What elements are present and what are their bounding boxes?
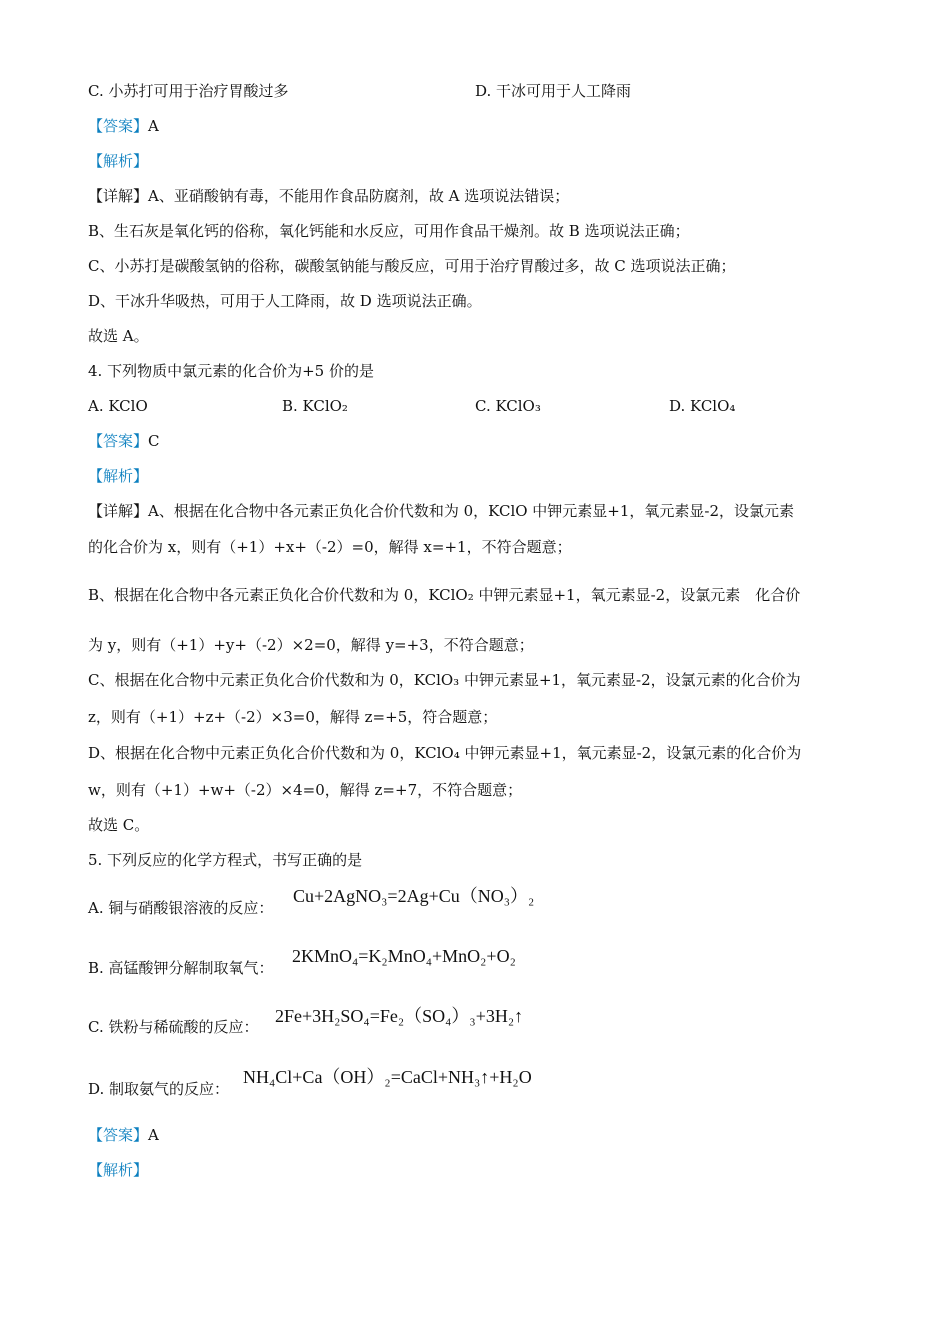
q5-option-d-equation: NH₄Cl+Ca（OH）₂=CaCl+NH₃↑+H₂O (243, 1067, 532, 1087)
q3-detail-a: A、亚硝酸钠有毒，不能用作食品防腐剂，故 A 选项说法错误； (148, 187, 570, 205)
q3-option-d: D. 干冰可用于人工降雨 (475, 82, 632, 100)
q5-analysis-tag: 【解析】 (88, 1161, 149, 1179)
q5-option-a-equation: Cu+2AgNO₃=2Ag+Cu（NO₃）₂ (293, 886, 535, 906)
q4-answer-line (88, 431, 160, 451)
q4-detail-d1: D、根据在化合物中元素正负化合价代数和为 0，KClO₄ 中钾元素显+1，氧元素显-2，设氯元素的化合价为 (88, 744, 802, 762)
q5-answer-line (88, 1125, 159, 1145)
q4-detail-c1: C、根据在化合物中元素正负化合价代数和为 0，KClO₃ 中钾元素显+1，氧元素显-2，设氯元素的化合价为 (88, 671, 801, 689)
q5-option-c-equation: 2Fe+3H₂SO₄=Fe₂（SO₄）₃+3H₂↑ (275, 1006, 524, 1026)
q4-stem: 4. 下列物质中氯元素的化合价为+5 价的是 (88, 362, 374, 380)
q5-option-c-label: C. 铁粉与稀硫酸的反应： (88, 1018, 259, 1036)
q4-answer: C (148, 432, 160, 450)
q3-answer: A (148, 117, 159, 135)
q4-detail-b2: 为 y，则有（+1）+y+（-2）×2=0，解得 y=+3，不符合题意； (88, 636, 534, 654)
q3-detail-b: B、生石灰是氧化钙的俗称，氧化钙能和水反应，可用作食品干燥剂。故 B 选项说法正确； (88, 222, 690, 240)
q5-option-a-label: A. 铜与硝酸银溶液的反应： (88, 899, 274, 917)
detail-tag: 【详解】 (88, 187, 149, 205)
q4-detail-b1: B、根据在化合物中各元素正负化合价代数和为 0，KClO₂ 中钾元素显+1，氧元素显-2，设氯元素 化合价 (88, 586, 801, 604)
q5-answer: A (148, 1126, 159, 1144)
q3-detail-c: C、小苏打是碳酸氢钠的俗称，碳酸氢钠能与酸反应，可用于治疗胃酸过多，故 C 选项说法正确； (88, 257, 736, 275)
answer-tag: 【答案】 (88, 432, 149, 450)
q3-conclusion: 故选 A。 (88, 327, 149, 345)
q4-option-b: B. KClO₂ (282, 397, 348, 415)
q5-option-d-label: D. 制取氨气的反应： (88, 1080, 230, 1098)
q4-detail-a1: A、根据在化合物中各元素正负化合价代数和为 0，KClO 中钾元素显+1，氧元素显-2，设氯元素 (148, 502, 795, 520)
answer-tag: 【答案】 (88, 1126, 149, 1144)
q3-detail-d: D、干冰升华吸热，可用于人工降雨，故 D 选项说法正确。 (88, 292, 482, 310)
q4-option-c: C. KClO₃ (475, 397, 541, 415)
q4-option-d: D. KClO₄ (669, 397, 736, 415)
q3-answer-line (88, 116, 159, 136)
q4-detail-a2: 的化合价为 x，则有（+1）+x+（-2）=0，解得 x=+1，不符合题意； (88, 538, 572, 556)
q4-option-a: A. KClO (88, 397, 148, 415)
q4-detail-d2: w，则有（+1）+w+（-2）×4=0，解得 z=+7，不符合题意； (88, 781, 523, 799)
q5-stem: 5. 下列反应的化学方程式，书写正确的是 (88, 851, 363, 869)
q3-option-c: C. 小苏打可用于治疗胃酸过多 (88, 82, 289, 100)
q3-detail-line-a (88, 186, 569, 206)
q4-detail-a-line1 (88, 501, 794, 521)
q4-conclusion: 故选 C。 (88, 816, 150, 834)
q4-detail-c2: z，则有（+1）+z+（-2）×3=0，解得 z=+5，符合题意； (88, 708, 498, 726)
q5-option-b-equation: 2KMnO₄=K₂MnO₄+MnO₂+O₂ (292, 946, 516, 966)
detail-tag: 【详解】 (88, 502, 149, 520)
q5-option-b-label: B. 高锰酸钾分解制取氧气： (88, 959, 274, 977)
q4-analysis-tag: 【解析】 (88, 467, 149, 485)
answer-tag: 【答案】 (88, 117, 149, 135)
q3-analysis-tag: 【解析】 (88, 152, 149, 170)
